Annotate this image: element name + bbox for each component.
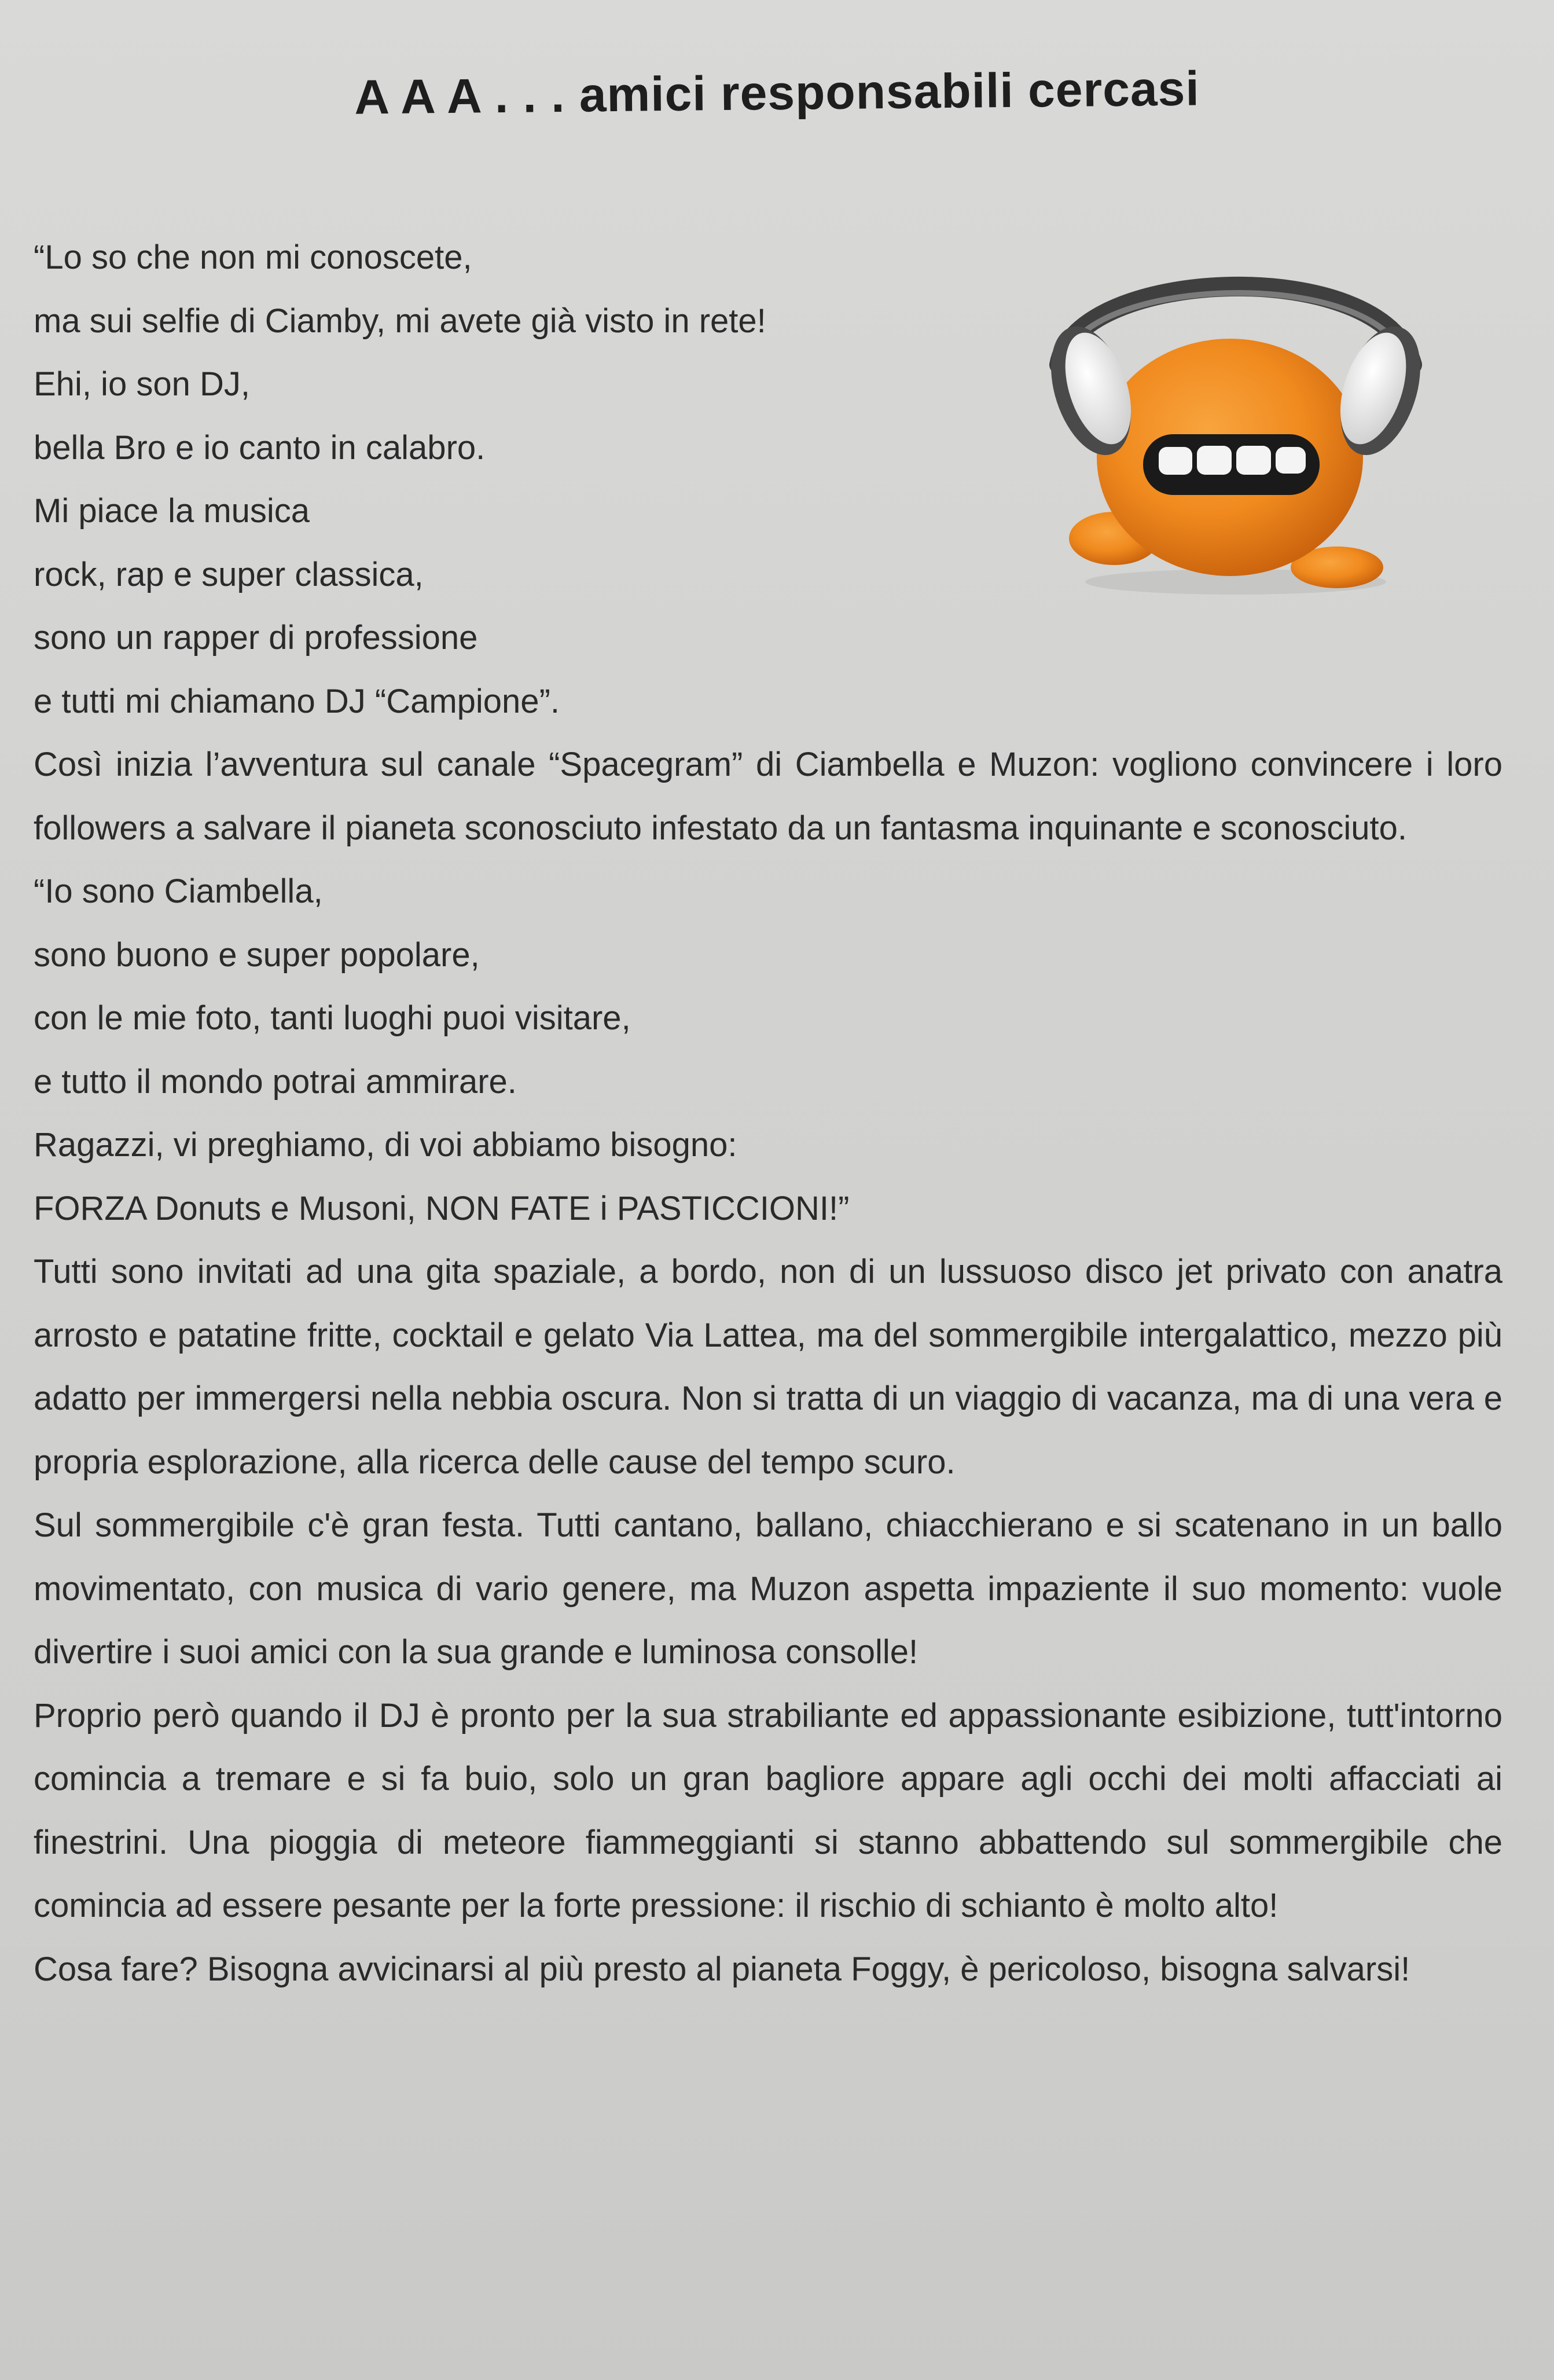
verse-line: sono buono e super popolare, [34,936,480,974]
verse-line: Ehi, io son DJ, [34,365,250,403]
narrative-paragraph: Così inizia l’avventura sul canale “Spacegram” di Ciambella e Muzon: vogliono convincere i loro followers a salvare il pianeta sconosciuto infestato da un fantasma inquinante e sconosciuto. [34,746,1502,847]
narrative-paragraph: Proprio però quando il DJ è pronto per la sua strabiliante ed appassionante esibizione, tutt'intorno comincia a tremare e si fa buio, solo un gran bagliore appare agli occhi dei molti affacciati ai finestrini. Una pioggia di meteore fiammeggianti si stanno abbattendo sul sommergibile che comincia ad essere pesante per la forte pressione: il rischio di schianto è molto alto! [34,1696,1502,1924]
verse-line: e tutto il mondo potrai ammirare. [34,1062,517,1101]
story-text [34,226,1515,2001]
verse-line: Ragazzi, vi preghiamo, di voi abbiamo bisogno: [34,1126,737,1164]
verse-line: e tutti mi chiamano DJ “Campione”. [34,682,560,720]
narrative-paragraph: Sul sommergibile c'è gran festa. Tutti cantano, ballano, chiacchierano e si scatenano in un ballo movimentato, con musica di vario genere, ma Muzon aspetta impaziente il suo momento: vuole divertire i suoi amici con la sua grande e luminosa consolle! [34,1506,1502,1671]
verse-line: FORZA Donuts e Musoni, NON FATE i PASTICCIONI!” [34,1189,850,1227]
verse-line: Mi piace la musica [34,492,310,530]
verse-line: ma sui selfie di Ciamby, mi avete già visto in rete! [34,302,766,340]
narrative-paragraph: Cosa fare? Bisogna avvicinarsi al più presto al pianeta Foggy, è pericoloso, bisogna salvarsi! [34,1950,1410,1988]
page-title: A A A . . . amici responsabili cercasi [354,61,1200,124]
verse-line: “Lo so che non mi conoscete, [34,239,472,276]
verse-line: rock, rap e super classica, [34,555,424,593]
verse-line: con le mie foto, tanti luoghi puoi visitare, [34,999,631,1037]
verse-line: “Io sono Ciambella, [34,872,323,910]
narrative-paragraph: Tutti sono invitati ad una gita spaziale, a bordo, non di un lussuoso disco jet privato con anatra arrosto e patatine fritte, cocktail e gelato Via Lattea, ma del sommergibile intergalattico, mezzo più adatto per immergersi nella nebbia oscura. Non si tratta di un viaggio di vacanza, ma di una vera e propria esplorazione, alla ricerca delle cause del tempo scuro. [34,1253,1502,1481]
verse-line: bella Bro e io canto in calabro. [34,428,486,467]
verse-line: sono un rapper di professione [34,619,478,657]
